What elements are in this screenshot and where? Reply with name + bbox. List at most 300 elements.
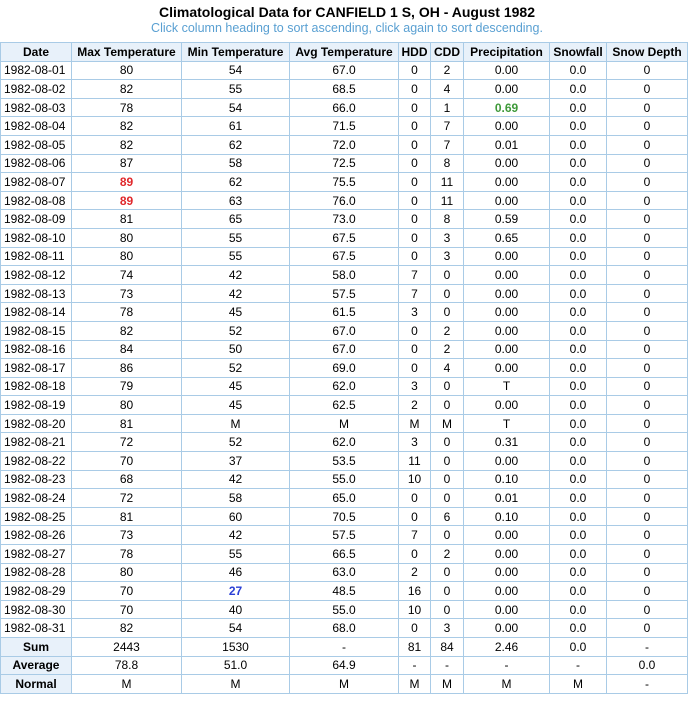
snowfall-cell: 0.0 [550, 266, 607, 285]
table-row [1, 582, 688, 601]
avg-temperature-cell: 58.0 [290, 266, 399, 285]
summary-label: Normal [1, 675, 72, 694]
date-cell: 1982-08-06 [1, 154, 72, 173]
cdd-cell: 0 [431, 452, 464, 471]
snowfall-cell: 0.0 [550, 191, 607, 210]
min-temperature-cell: 45 [182, 303, 290, 322]
snowfall-cell: 0.0 [550, 489, 607, 508]
column-header-precipitation[interactable]: Precipitation [464, 43, 550, 62]
cdd-cell: 0 [431, 284, 464, 303]
table-row [1, 303, 688, 322]
table-row [1, 340, 688, 359]
min-temperature-cell: 58 [182, 154, 290, 173]
min-temperature-cell: 60 [182, 507, 290, 526]
cdd-cell: 11 [431, 173, 464, 192]
date-cell: 1982-08-17 [1, 359, 72, 378]
precipitation-cell: 0.69 [464, 98, 550, 117]
hdd-cell: 0 [399, 359, 431, 378]
hdd-cell: 0 [399, 117, 431, 136]
min-temperature-cell: 42 [182, 284, 290, 303]
max-temperature-cell: 80 [72, 563, 182, 582]
snow-depth-cell: 0 [607, 600, 688, 619]
table-row [1, 619, 688, 638]
date-cell: 1982-08-26 [1, 526, 72, 545]
cdd-cell: 0 [431, 266, 464, 285]
hdd-cell: 0 [399, 619, 431, 638]
min-temperature-cell: 61 [182, 117, 290, 136]
precipitation-cell: 0.00 [464, 284, 550, 303]
table-row [1, 266, 688, 285]
avg-temperature-cell: 55.0 [290, 470, 399, 489]
precipitation-cell: 0.00 [464, 247, 550, 266]
date-cell: 1982-08-12 [1, 266, 72, 285]
min-temperature-cell: 54 [182, 61, 290, 80]
precipitation-cell: T [464, 377, 550, 396]
summary-value: M [431, 675, 464, 694]
date-cell: 1982-08-22 [1, 452, 72, 471]
date-cell: 1982-08-27 [1, 545, 72, 564]
snow-depth-cell: 0 [607, 154, 688, 173]
summary-row-sum [1, 638, 688, 657]
max-temperature-cell: 80 [72, 228, 182, 247]
cdd-cell: 1 [431, 98, 464, 117]
summary-value: 1530 [182, 638, 290, 657]
column-header-avg-temperature[interactable]: Avg Temperature [290, 43, 399, 62]
min-temperature-cell: 52 [182, 359, 290, 378]
date-cell: 1982-08-21 [1, 433, 72, 452]
summary-value: - [607, 638, 688, 657]
avg-temperature-cell: 65.0 [290, 489, 399, 508]
snow-depth-cell: 0 [607, 321, 688, 340]
avg-temperature-cell: 62.5 [290, 396, 399, 415]
summary-value: 0.0 [607, 656, 688, 675]
snowfall-cell: 0.0 [550, 619, 607, 638]
hdd-cell: 0 [399, 507, 431, 526]
avg-temperature-cell: 76.0 [290, 191, 399, 210]
cdd-cell: 3 [431, 228, 464, 247]
avg-temperature-cell: 66.5 [290, 545, 399, 564]
snowfall-cell: 0.0 [550, 582, 607, 601]
max-temperature-cell: 89 [72, 191, 182, 210]
avg-temperature-cell: M [290, 414, 399, 433]
hdd-cell: 7 [399, 284, 431, 303]
table-row [1, 173, 688, 192]
precipitation-cell: T [464, 414, 550, 433]
avg-temperature-cell: 67.0 [290, 340, 399, 359]
column-header-max-temperature[interactable]: Max Temperature [72, 43, 182, 62]
snow-depth-cell: 0 [607, 266, 688, 285]
snowfall-cell: 0.0 [550, 433, 607, 452]
precipitation-cell: 0.00 [464, 600, 550, 619]
precipitation-cell: 0.00 [464, 321, 550, 340]
table-row [1, 210, 688, 229]
cdd-cell: 2 [431, 321, 464, 340]
max-temperature-cell: 82 [72, 135, 182, 154]
table-row [1, 526, 688, 545]
column-header-min-temperature[interactable]: Min Temperature [182, 43, 290, 62]
hdd-cell: 0 [399, 154, 431, 173]
max-temperature-cell: 70 [72, 600, 182, 619]
min-temperature-cell: 62 [182, 173, 290, 192]
max-temperature-cell: 73 [72, 526, 182, 545]
avg-temperature-cell: 53.5 [290, 452, 399, 471]
snow-depth-cell: 0 [607, 377, 688, 396]
hdd-cell: 3 [399, 377, 431, 396]
snow-depth-cell: 0 [607, 359, 688, 378]
snowfall-cell: 0.0 [550, 173, 607, 192]
hdd-cell: 10 [399, 470, 431, 489]
snow-depth-cell: 0 [607, 173, 688, 192]
avg-temperature-cell: 55.0 [290, 600, 399, 619]
snowfall-cell: 0.0 [550, 247, 607, 266]
min-temperature-cell: 55 [182, 247, 290, 266]
summary-value: 0.0 [550, 638, 607, 657]
min-temperature-cell: 45 [182, 396, 290, 415]
precipitation-cell: 0.00 [464, 61, 550, 80]
date-cell: 1982-08-02 [1, 80, 72, 99]
page-title: Climatological Data for CANFIELD 1 S, OH - August 1982 [159, 4, 535, 20]
date-cell: 1982-08-15 [1, 321, 72, 340]
min-temperature-cell: 37 [182, 452, 290, 471]
snowfall-cell: 0.0 [550, 600, 607, 619]
avg-temperature-cell: 68.5 [290, 80, 399, 99]
summary-row-average [1, 656, 688, 675]
min-temperature-cell: 42 [182, 470, 290, 489]
avg-temperature-cell: 57.5 [290, 284, 399, 303]
summary-value: - [464, 656, 550, 675]
sort-instructions: Click column heading to sort ascending, click again to sort descending. [151, 21, 543, 35]
hdd-cell: 0 [399, 98, 431, 117]
max-temperature-cell: 72 [72, 489, 182, 508]
snowfall-cell: 0.0 [550, 563, 607, 582]
date-cell: 1982-08-08 [1, 191, 72, 210]
table-row [1, 247, 688, 266]
precipitation-cell: 0.01 [464, 135, 550, 154]
snow-depth-cell: 0 [607, 247, 688, 266]
hdd-cell: 0 [399, 210, 431, 229]
cdd-cell: 11 [431, 191, 464, 210]
column-header-date[interactable]: Date [1, 43, 72, 62]
summary-value: M [550, 675, 607, 694]
date-cell: 1982-08-28 [1, 563, 72, 582]
summary-value: 51.0 [182, 656, 290, 675]
hdd-cell: 16 [399, 582, 431, 601]
cdd-cell: 2 [431, 545, 464, 564]
table-row [1, 321, 688, 340]
snowfall-cell: 0.0 [550, 526, 607, 545]
precipitation-cell: 0.00 [464, 396, 550, 415]
min-temperature-cell: 54 [182, 98, 290, 117]
table-row [1, 433, 688, 452]
snowfall-cell: 0.0 [550, 414, 607, 433]
max-temperature-cell: 78 [72, 545, 182, 564]
table-row [1, 470, 688, 489]
snow-depth-cell: 0 [607, 396, 688, 415]
table-row [1, 452, 688, 471]
table-header-row [1, 43, 688, 62]
cdd-cell: 2 [431, 340, 464, 359]
hdd-cell: 0 [399, 80, 431, 99]
date-cell: 1982-08-03 [1, 98, 72, 117]
column-header-snowfall[interactable]: Snowfall [550, 43, 607, 62]
avg-temperature-cell: 75.5 [290, 173, 399, 192]
snow-depth-cell: 0 [607, 135, 688, 154]
max-temperature-cell: 70 [72, 582, 182, 601]
cdd-cell: 0 [431, 377, 464, 396]
snowfall-cell: 0.0 [550, 284, 607, 303]
hdd-cell: 7 [399, 526, 431, 545]
table-row [1, 396, 688, 415]
hdd-cell: 0 [399, 247, 431, 266]
table-row [1, 191, 688, 210]
table-body [1, 61, 688, 637]
hdd-cell: 0 [399, 191, 431, 210]
cdd-cell: 0 [431, 600, 464, 619]
precipitation-cell: 0.00 [464, 526, 550, 545]
cdd-cell: 3 [431, 247, 464, 266]
precipitation-cell: 0.00 [464, 191, 550, 210]
cdd-cell: 0 [431, 526, 464, 545]
hdd-cell: 2 [399, 563, 431, 582]
avg-temperature-cell: 48.5 [290, 582, 399, 601]
avg-temperature-cell: 57.5 [290, 526, 399, 545]
date-cell: 1982-08-13 [1, 284, 72, 303]
min-temperature-cell: 58 [182, 489, 290, 508]
min-temperature-cell: 50 [182, 340, 290, 359]
min-temperature-cell: 55 [182, 228, 290, 247]
avg-temperature-cell: 63.0 [290, 563, 399, 582]
date-cell: 1982-08-04 [1, 117, 72, 136]
summary-value: M [399, 675, 431, 694]
cdd-cell: 0 [431, 563, 464, 582]
cdd-cell: 6 [431, 507, 464, 526]
avg-temperature-cell: 67.0 [290, 61, 399, 80]
precipitation-cell: 0.00 [464, 266, 550, 285]
snowfall-cell: 0.0 [550, 61, 607, 80]
min-temperature-cell: 52 [182, 433, 290, 452]
hdd-cell: 0 [399, 340, 431, 359]
snowfall-cell: 0.0 [550, 154, 607, 173]
snowfall-cell: 0.0 [550, 98, 607, 117]
min-temperature-cell: 42 [182, 266, 290, 285]
snow-depth-cell: 0 [607, 98, 688, 117]
date-cell: 1982-08-18 [1, 377, 72, 396]
snow-depth-cell: 0 [607, 210, 688, 229]
summary-value: M [464, 675, 550, 694]
max-temperature-cell: 81 [72, 507, 182, 526]
precipitation-cell: 0.10 [464, 507, 550, 526]
max-temperature-cell: 82 [72, 117, 182, 136]
avg-temperature-cell: 70.5 [290, 507, 399, 526]
snowfall-cell: 0.0 [550, 321, 607, 340]
cdd-cell: 8 [431, 154, 464, 173]
min-temperature-cell: 52 [182, 321, 290, 340]
hdd-cell: 3 [399, 433, 431, 452]
summary-value: 81 [399, 638, 431, 657]
avg-temperature-cell: 61.5 [290, 303, 399, 322]
snowfall-cell: 0.0 [550, 210, 607, 229]
cdd-cell: 7 [431, 135, 464, 154]
cdd-cell: 4 [431, 359, 464, 378]
snowfall-cell: 0.0 [550, 303, 607, 322]
date-cell: 1982-08-07 [1, 173, 72, 192]
summary-value: 2.46 [464, 638, 550, 657]
snow-depth-cell: 0 [607, 414, 688, 433]
min-temperature-cell: 42 [182, 526, 290, 545]
hdd-cell: 7 [399, 266, 431, 285]
hdd-cell: 11 [399, 452, 431, 471]
min-temperature-cell: M [182, 414, 290, 433]
cdd-cell: 0 [431, 303, 464, 322]
hdd-cell: 0 [399, 489, 431, 508]
cdd-cell: 0 [431, 396, 464, 415]
max-temperature-cell: 86 [72, 359, 182, 378]
max-temperature-cell: 81 [72, 210, 182, 229]
avg-temperature-cell: 62.0 [290, 377, 399, 396]
table-row [1, 507, 688, 526]
hdd-cell: 10 [399, 600, 431, 619]
max-temperature-cell: 79 [72, 377, 182, 396]
table-row [1, 545, 688, 564]
max-temperature-cell: 82 [72, 80, 182, 99]
precipitation-cell: 0.00 [464, 340, 550, 359]
snow-depth-cell: 0 [607, 191, 688, 210]
snow-depth-cell: 0 [607, 563, 688, 582]
min-temperature-cell: 55 [182, 80, 290, 99]
table-row [1, 228, 688, 247]
snowfall-cell: 0.0 [550, 545, 607, 564]
max-temperature-cell: 81 [72, 414, 182, 433]
min-temperature-cell: 40 [182, 600, 290, 619]
cdd-cell: 0 [431, 470, 464, 489]
summary-row-normal [1, 675, 688, 694]
max-temperature-cell: 78 [72, 303, 182, 322]
table-row [1, 61, 688, 80]
snowfall-cell: 0.0 [550, 117, 607, 136]
avg-temperature-cell: 72.0 [290, 135, 399, 154]
table-row [1, 117, 688, 136]
avg-temperature-cell: 67.5 [290, 247, 399, 266]
avg-temperature-cell: 71.5 [290, 117, 399, 136]
max-temperature-cell: 70 [72, 452, 182, 471]
snowfall-cell: 0.0 [550, 470, 607, 489]
snowfall-cell: 0.0 [550, 340, 607, 359]
snow-depth-cell: 0 [607, 489, 688, 508]
table-row [1, 414, 688, 433]
max-temperature-cell: 72 [72, 433, 182, 452]
date-cell: 1982-08-29 [1, 582, 72, 601]
column-header-cdd[interactable]: CDD [431, 43, 464, 62]
table-summary [1, 638, 688, 694]
max-temperature-cell: 82 [72, 321, 182, 340]
hdd-cell: 3 [399, 303, 431, 322]
date-cell: 1982-08-05 [1, 135, 72, 154]
precipitation-cell: 0.00 [464, 545, 550, 564]
avg-temperature-cell: 72.5 [290, 154, 399, 173]
hdd-cell: M [399, 414, 431, 433]
precipitation-cell: 0.00 [464, 582, 550, 601]
hdd-cell: 0 [399, 545, 431, 564]
min-temperature-cell: 63 [182, 191, 290, 210]
table-row [1, 154, 688, 173]
table-row [1, 489, 688, 508]
cdd-cell: 2 [431, 61, 464, 80]
snow-depth-cell: 0 [607, 507, 688, 526]
snow-depth-cell: 0 [607, 619, 688, 638]
snowfall-cell: 0.0 [550, 452, 607, 471]
snow-depth-cell: 0 [607, 228, 688, 247]
table-row [1, 284, 688, 303]
min-temperature-cell: 45 [182, 377, 290, 396]
hdd-cell: 0 [399, 173, 431, 192]
precipitation-cell: 0.00 [464, 563, 550, 582]
table-row [1, 377, 688, 396]
min-temperature-cell: 62 [182, 135, 290, 154]
summary-value: - [550, 656, 607, 675]
table-row [1, 135, 688, 154]
table-row [1, 98, 688, 117]
cdd-cell: 3 [431, 619, 464, 638]
avg-temperature-cell: 67.5 [290, 228, 399, 247]
max-temperature-cell: 74 [72, 266, 182, 285]
max-temperature-cell: 80 [72, 247, 182, 266]
hdd-cell: 2 [399, 396, 431, 415]
summary-value: M [72, 675, 182, 694]
summary-value: - [607, 675, 688, 694]
cdd-cell: 4 [431, 80, 464, 99]
max-temperature-cell: 87 [72, 154, 182, 173]
cdd-cell: M [431, 414, 464, 433]
max-temperature-cell: 82 [72, 619, 182, 638]
max-temperature-cell: 80 [72, 396, 182, 415]
min-temperature-cell: 27 [182, 582, 290, 601]
snow-depth-cell: 0 [607, 117, 688, 136]
summary-value: 64.9 [290, 656, 399, 675]
summary-value: M [290, 675, 399, 694]
date-cell: 1982-08-16 [1, 340, 72, 359]
precipitation-cell: 0.00 [464, 359, 550, 378]
snowfall-cell: 0.0 [550, 377, 607, 396]
precipitation-cell: 0.00 [464, 452, 550, 471]
hdd-cell: 0 [399, 228, 431, 247]
table-row [1, 359, 688, 378]
precipitation-cell: 0.59 [464, 210, 550, 229]
snow-depth-cell: 0 [607, 545, 688, 564]
snow-depth-cell: 0 [607, 340, 688, 359]
cdd-cell: 0 [431, 582, 464, 601]
date-cell: 1982-08-10 [1, 228, 72, 247]
cdd-cell: 7 [431, 117, 464, 136]
snow-depth-cell: 0 [607, 80, 688, 99]
min-temperature-cell: 54 [182, 619, 290, 638]
column-header-hdd[interactable]: HDD [399, 43, 431, 62]
column-header-snow-depth[interactable]: Snow Depth [607, 43, 688, 62]
precipitation-cell: 0.10 [464, 470, 550, 489]
snowfall-cell: 0.0 [550, 228, 607, 247]
max-temperature-cell: 73 [72, 284, 182, 303]
table-row [1, 600, 688, 619]
snow-depth-cell: 0 [607, 582, 688, 601]
snowfall-cell: 0.0 [550, 135, 607, 154]
max-temperature-cell: 80 [72, 61, 182, 80]
summary-value: - [399, 656, 431, 675]
precipitation-cell: 0.00 [464, 173, 550, 192]
snow-depth-cell: 0 [607, 526, 688, 545]
precipitation-cell: 0.00 [464, 154, 550, 173]
date-cell: 1982-08-09 [1, 210, 72, 229]
snow-depth-cell: 0 [607, 470, 688, 489]
snowfall-cell: 0.0 [550, 359, 607, 378]
